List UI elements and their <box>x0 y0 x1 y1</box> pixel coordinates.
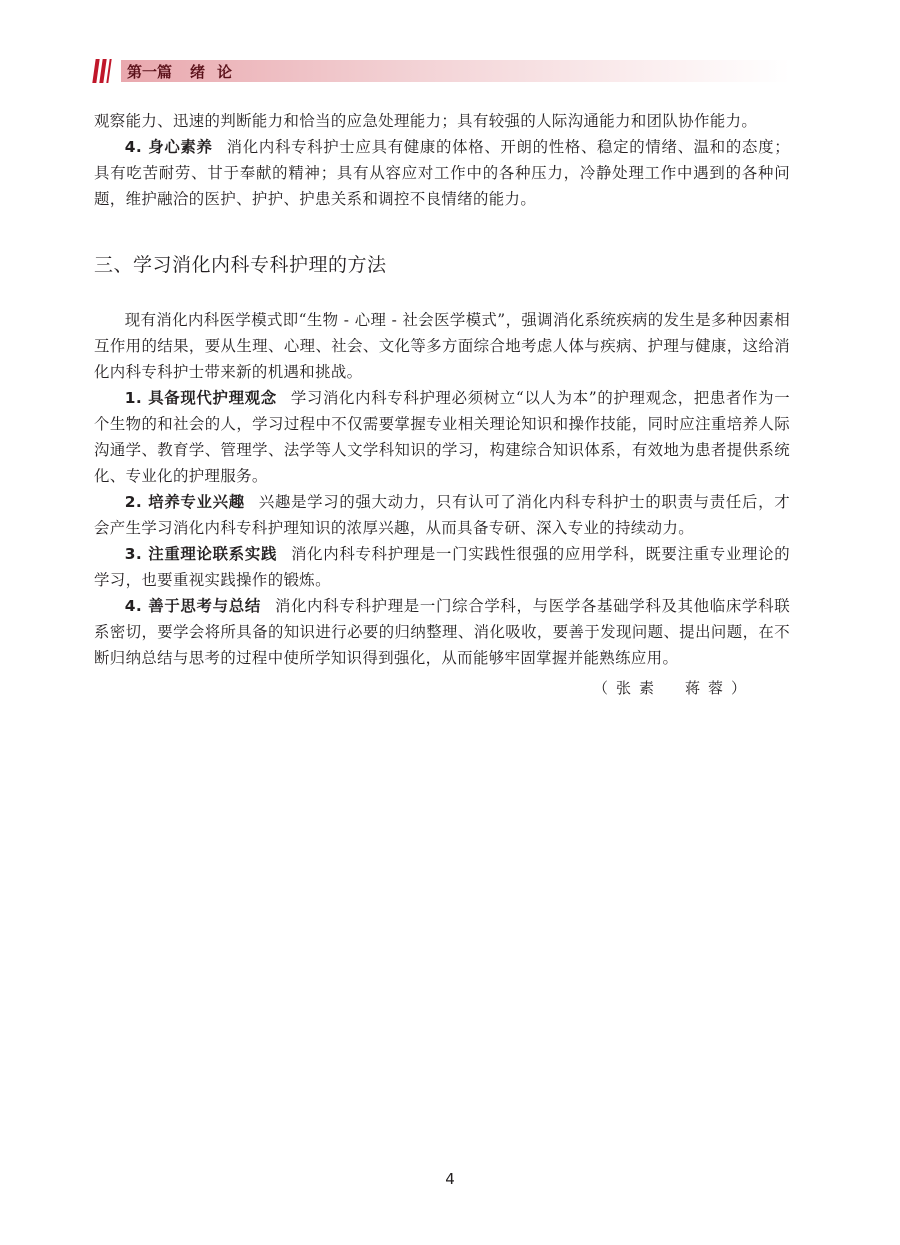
method-item-2 <box>94 489 790 541</box>
header-band <box>121 60 790 82</box>
header-title: 绪论 <box>190 62 245 81</box>
section-intro: 现有消化内科医学模式即“生物 - 心理 - 社会医学模式”，强调消化系统疾病的发生是多种因素相互作用的结果，要从生理、心理、社会、文化等多方面综合地考虑人体与疾病、护理与健康，这给消化内科专科护士带来新的机遇和挑战。 <box>94 311 790 381</box>
item-lead: 4. 身心素养 <box>124 138 213 156</box>
method-item-3 <box>94 541 790 593</box>
section-heading: 三、学习消化内科专科护理的方法 <box>94 254 387 276</box>
paragraph-continued: 观察能力、迅速的判断能力和恰当的应急处理能力；具有较强的人际沟通能力和团队协作能力。 <box>94 112 758 130</box>
item-body: 消化内科专科护理是一门实践性很强的应用学科，既要注重专业理论的学习，也要重视实践操作的锻炼。 <box>94 545 790 589</box>
paragraph-item-4-literacy <box>94 134 790 212</box>
item-lead: 1. 具备现代护理观念 <box>124 389 277 407</box>
page-body <box>94 108 790 701</box>
item-body: 兴趣是学习的强大动力，只有认可了消化内科专科护士的职责与责任后，才会产生学习消化内科专科护理知识的浓厚兴趣，从而具备专研、深入专业的持续动力。 <box>94 493 791 537</box>
method-item-4 <box>94 593 790 671</box>
item-lead: 2. 培养专业兴趣 <box>124 493 245 511</box>
item-lead: 4. 善于思考与总结 <box>124 597 261 615</box>
item-lead: 3. 注重理论联系实践 <box>124 545 278 563</box>
method-item-1 <box>94 385 790 489</box>
item-body: 消化内科专科护士应具有健康的体格、开朗的性格、稳定的情绪、温和的态度；具有吃苦耐劳、甘于奉献的精神；具有从容应对工作中的各种压力，冷静处理工作中遇到的各种问题，维护融洽的医护、护护、护患关系和调控不良情绪的能力。 <box>94 138 790 208</box>
author-signature: （张素 蒋蓉） <box>592 679 754 697</box>
header-part: 第一篇 <box>127 62 173 81</box>
header-bars-ornament <box>94 58 113 84</box>
item-body: 学习消化内科专科护理必须树立“以人为本”的护理观念，把患者作为一个生物的和社会的人，学习过程中不仅需要掌握专业相关理论知识和操作技能，同时应注重培养人际沟通学、教育学、管理学、法学等人文学科知识的学习，构建综合知识体系，有效地为患者提供系统化、专业化的护理服务。 <box>94 389 790 485</box>
item-body: 消化内科专科护理是一门综合学科，与医学各基础学科及其他临床学科联系密切，要学会将所具备的知识进行必要的归纳整理、消化吸收，要善于发现问题、提出问题，在不断归纳总结与思考的过程中使所学知识得到强化，从而能够牢固掌握并能熟练应用。 <box>94 597 790 667</box>
running-header <box>94 58 790 84</box>
page-number: 4 <box>445 1170 455 1188</box>
